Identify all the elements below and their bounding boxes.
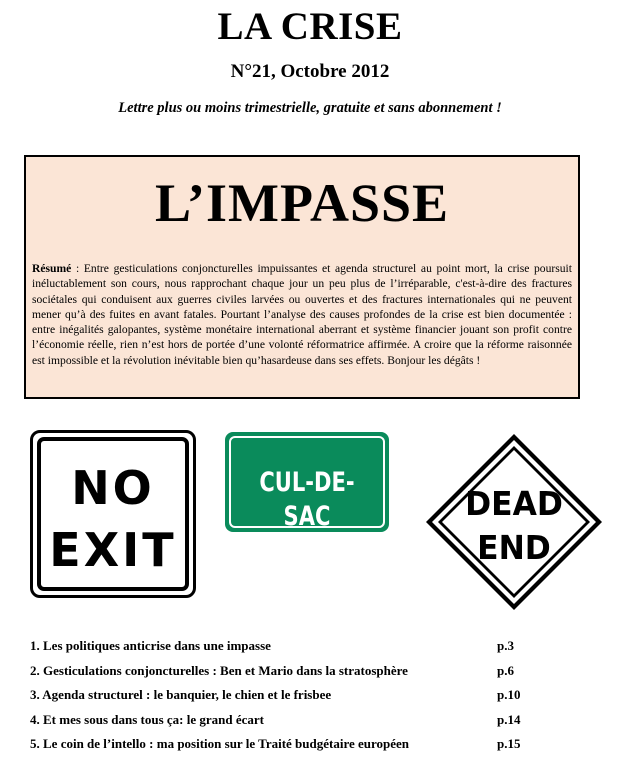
toc-title: 5. Le coin de l’intello : ma position sur le Traité budgétaire européen bbox=[30, 736, 410, 751]
tagline: Lettre plus ou moins trimestrielle, gratuite et sans abonnement ! bbox=[118, 100, 502, 116]
cul-de-sac-text: CUL-DE-SAC bbox=[259, 467, 355, 532]
abstract-label: Résumé bbox=[32, 262, 72, 275]
no-exit-line2: EXIT bbox=[49, 523, 177, 577]
toc-title: 3. Agenda structurel : le banquier, le chien et le frisbee bbox=[30, 687, 332, 702]
summary-box bbox=[24, 155, 580, 399]
toc-item[interactable] bbox=[30, 636, 550, 661]
sign-border bbox=[229, 436, 385, 532]
toc-page: p.15 bbox=[497, 736, 521, 751]
toc-item[interactable] bbox=[30, 710, 550, 735]
toc-page: p.6 bbox=[497, 662, 514, 678]
toc-item[interactable] bbox=[30, 734, 550, 759]
issue-number: N°21, Octobre 2012 bbox=[230, 61, 390, 82]
masthead-title: LA CRISE bbox=[217, 5, 403, 48]
toc-title: 1. Les politiques anticrise dans une impasse bbox=[30, 638, 271, 653]
abstract-text: : Entre gesticulations conjoncturelles impuissantes et agenda structurel au point mort, la crise poursuit inéluctablement son cours, nous rapprochant chaque jour un peu plus de l’irréparable, c'est-à-dire des fractures sociétales qui conduisent aux guerres civiles larvées ou ouvertes et des fractures internationales qui ne peuvent mener qu’à des fuites en avant fatales. Pourtant l’analyse des causes profondes de la crise est bien documentée : entre inégalités galopantes, système monétaire international aberrant et système financier jouant son profit contre l’économie réelle, rien n’est hors de portée d’une volonté réformatrice affirmée. A croire que la réforme raisonnée est impossible et la révolution inévitable bien qu’hasardeuse dans ses effets. Bonjour les dégâts ! bbox=[32, 262, 572, 367]
sign-border bbox=[37, 437, 189, 591]
dead-end-line1: DEAD bbox=[465, 484, 563, 523]
no-exit-line1: NO bbox=[71, 461, 155, 515]
dead-end-sign bbox=[424, 432, 604, 612]
toc-page: p.10 bbox=[497, 687, 521, 702]
no-exit-sign bbox=[30, 430, 196, 598]
headline: L’IMPASSE bbox=[154, 173, 450, 233]
toc-page: p.3 bbox=[497, 638, 514, 653]
abstract bbox=[32, 261, 572, 368]
table-of-contents bbox=[30, 636, 550, 759]
dead-end-line2: END bbox=[477, 528, 551, 567]
toc-title: 2. Gesticulations conjoncturelles : Ben et Mario dans la stratosphère bbox=[30, 662, 408, 678]
toc-title: 4. Et mes sous dans tous ça: le grand écart bbox=[30, 711, 264, 727]
toc-item[interactable] bbox=[30, 661, 550, 686]
toc-item[interactable] bbox=[30, 685, 550, 710]
cul-de-sac-sign bbox=[225, 432, 389, 532]
toc-page: p.14 bbox=[497, 711, 521, 727]
